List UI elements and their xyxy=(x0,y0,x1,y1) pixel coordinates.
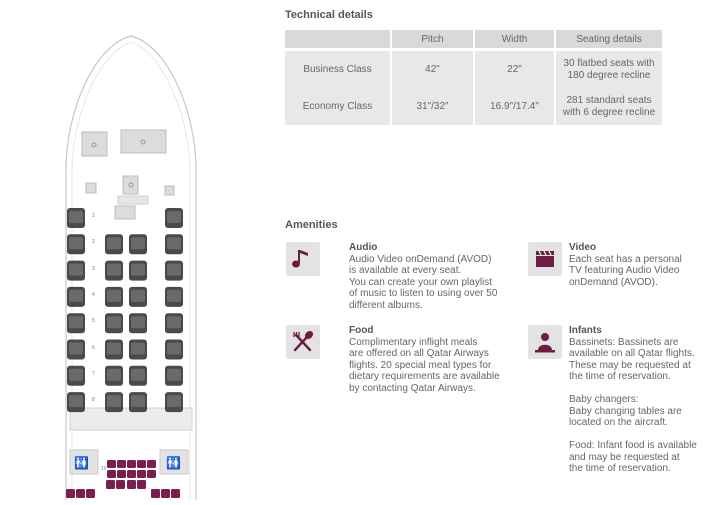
aircraft-outline xyxy=(0,0,260,500)
economy-seat[interactable] xyxy=(106,480,115,489)
amenity-heading: Food xyxy=(349,325,374,336)
table-header-width: Width xyxy=(475,30,554,51)
economy-seat[interactable] xyxy=(66,489,75,498)
baby-icon xyxy=(528,325,562,359)
business-seat[interactable] xyxy=(165,234,183,254)
amenity-heading: Audio xyxy=(349,242,378,253)
lavatory-icon: 🚻 xyxy=(74,456,89,470)
amenity-description: Each seat has a personal TV featuring Audio Video onDemand (AVOD). xyxy=(569,253,682,288)
business-seat[interactable] xyxy=(105,313,123,333)
economy-seat[interactable] xyxy=(137,480,146,489)
amenity-audio xyxy=(286,242,516,322)
economy-seat[interactable] xyxy=(116,480,125,489)
class-name: Economy Class xyxy=(285,88,390,125)
business-seat[interactable] xyxy=(67,313,85,333)
seating-details: 30 flatbed seats with 180 degree recline xyxy=(556,51,662,88)
business-seat[interactable] xyxy=(105,287,123,307)
row-number: 10 xyxy=(101,466,107,472)
table-header-seating: Seating details xyxy=(556,30,662,51)
pitch-value: 42" xyxy=(392,51,473,88)
row-number: 4 xyxy=(92,291,95,298)
amenity-description: Complimentary inflight meals are offered on all Qatar Airways flights. 20 special meal types for dietary requirements are available by contacting Qatar Airways. xyxy=(349,336,500,394)
economy-seat[interactable] xyxy=(147,460,156,468)
business-seat[interactable] xyxy=(165,340,183,360)
business-seat[interactable] xyxy=(67,392,85,412)
economy-seat[interactable] xyxy=(161,489,170,498)
economy-seat[interactable] xyxy=(127,470,136,478)
economy-seat[interactable] xyxy=(151,489,160,498)
business-seat[interactable] xyxy=(165,366,183,386)
business-seat[interactable] xyxy=(165,208,183,228)
business-seat[interactable] xyxy=(165,287,183,307)
business-seat[interactable] xyxy=(165,392,183,412)
economy-seat[interactable] xyxy=(76,489,85,498)
business-seat[interactable] xyxy=(165,313,183,333)
business-seat[interactable] xyxy=(129,313,147,333)
lavatory-icon: 🚻 xyxy=(166,456,181,470)
fork-spoon-icon xyxy=(286,325,320,359)
economy-seat[interactable] xyxy=(137,470,146,478)
row-number: 2 xyxy=(92,239,95,246)
business-seat[interactable] xyxy=(105,340,123,360)
business-seat[interactable] xyxy=(67,208,85,228)
clapperboard-icon xyxy=(528,242,562,276)
pitch-value: 31"/32" xyxy=(392,88,473,125)
business-seat[interactable] xyxy=(67,234,85,254)
music-note-icon xyxy=(286,242,320,276)
business-seat[interactable] xyxy=(129,340,147,360)
width-value: 22" xyxy=(475,51,554,88)
class-name: Business Class xyxy=(285,51,390,88)
business-seat[interactable] xyxy=(129,234,147,254)
amenity-heading: Infants xyxy=(569,325,602,336)
economy-seat[interactable] xyxy=(137,460,146,468)
table-header-empty xyxy=(285,30,390,51)
amenity-description: Audio Video onDemand (AVOD) is available at every seat. You can create your own playlist of music to listen to using over 50 different albums. xyxy=(349,253,498,311)
width-value: 16.9"/17.4" xyxy=(475,88,554,125)
amenities-title: Amenities xyxy=(285,219,338,231)
row-number: 1 xyxy=(92,213,95,219)
business-seat[interactable] xyxy=(105,392,123,412)
economy-seat[interactable] xyxy=(86,489,95,498)
row-number: 5 xyxy=(92,318,95,325)
economy-seat[interactable] xyxy=(117,460,126,468)
economy-seat[interactable] xyxy=(147,470,156,478)
business-seat[interactable] xyxy=(105,366,123,386)
amenity-video xyxy=(528,242,718,302)
business-seat[interactable] xyxy=(129,366,147,386)
business-seat[interactable] xyxy=(105,234,123,254)
amenity-food xyxy=(286,325,516,405)
row-number: 8 xyxy=(92,397,95,404)
table-row xyxy=(285,88,662,125)
row-number: 3 xyxy=(92,265,95,272)
economy-seat[interactable] xyxy=(107,470,116,478)
table-row xyxy=(285,51,662,88)
business-seat[interactable] xyxy=(105,261,123,281)
business-seat[interactable] xyxy=(67,287,85,307)
business-seat[interactable] xyxy=(67,261,85,281)
seat-map xyxy=(0,0,260,500)
table-header-pitch: Pitch xyxy=(392,30,473,51)
business-seat[interactable] xyxy=(129,287,147,307)
row-number: 6 xyxy=(92,344,95,351)
technical-details-title: Technical details xyxy=(285,9,373,21)
economy-seat[interactable] xyxy=(127,460,136,468)
technical-details-table xyxy=(283,30,664,125)
business-seat[interactable] xyxy=(129,261,147,281)
amenity-infants xyxy=(528,325,718,485)
economy-seat[interactable] xyxy=(107,460,116,468)
economy-seat[interactable] xyxy=(171,489,180,498)
economy-seat[interactable] xyxy=(117,470,126,478)
amenity-heading: Video xyxy=(569,242,597,253)
business-seat[interactable] xyxy=(129,392,147,412)
business-seat[interactable] xyxy=(67,366,85,386)
seating-details: 281 standard seats with 6 degree recline xyxy=(556,88,662,125)
row-number: 7 xyxy=(92,370,95,377)
economy-seat[interactable] xyxy=(127,480,136,489)
business-seat[interactable] xyxy=(67,340,85,360)
business-seat[interactable] xyxy=(165,261,183,281)
amenity-description: Bassinets: Bassinets are available on all Qatar flights. These may be requested at the time of reservation. Baby changers: Baby changing tables are located on the aircraft. Food: Infant food is available and may be requested at the time of reservation. xyxy=(569,336,697,474)
